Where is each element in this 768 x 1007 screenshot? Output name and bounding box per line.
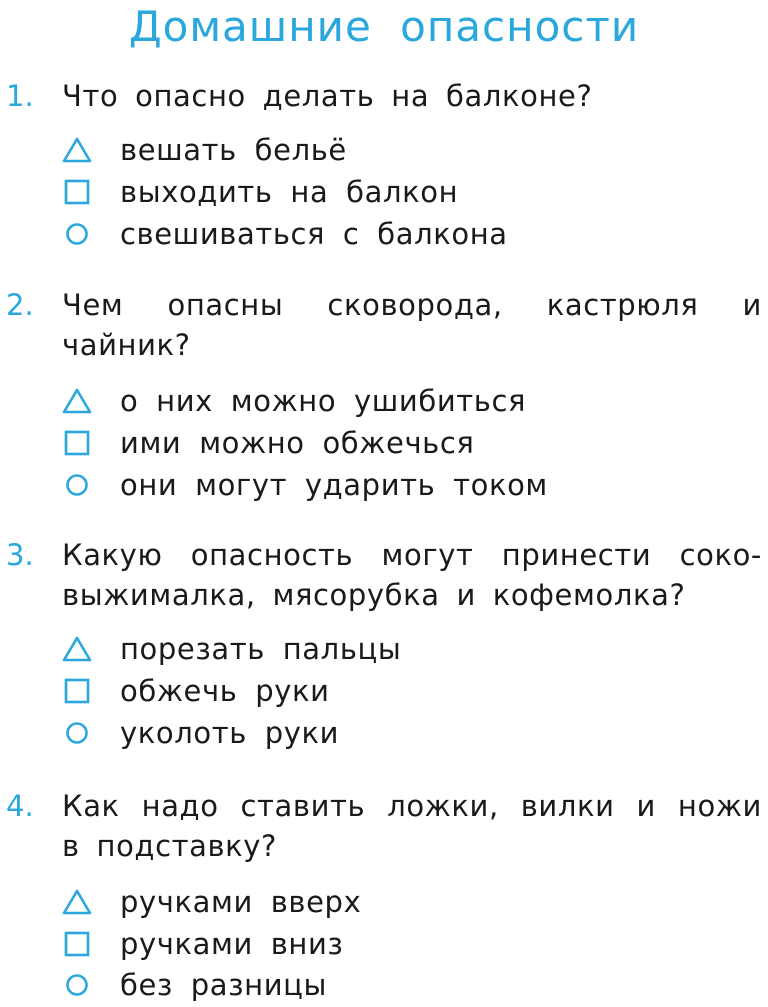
answer-option-square[interactable] (62, 670, 762, 712)
question-text: Какую опасность могут принести соко- (62, 538, 762, 572)
answer-option-circle[interactable] (62, 213, 762, 255)
answer-text: обжечь руки (120, 674, 330, 708)
question-2 (0, 285, 768, 502)
square-icon (62, 179, 92, 205)
answer-option-circle[interactable] (62, 964, 762, 1006)
question-text-continued: выжималка, мясорубка и кофемолка? (62, 578, 686, 612)
question-number: 3. (6, 538, 34, 572)
answer-text: без разницы (120, 968, 328, 1002)
question-text: Чем опасны сковорода, кастрюля и (62, 288, 762, 322)
answer-option-circle[interactable] (62, 464, 762, 506)
square-icon (62, 678, 92, 704)
answer-text: уколоть руки (120, 716, 340, 750)
answer-text: выходить на балкон (120, 175, 459, 209)
square-icon (62, 430, 92, 456)
answer-text: ими можно обжечься (120, 426, 475, 460)
answer-option-triangle[interactable] (62, 881, 762, 923)
circle-icon (62, 221, 92, 247)
answer-option-square[interactable] (62, 422, 762, 464)
triangle-icon (62, 388, 92, 414)
circle-icon (62, 972, 92, 998)
triangle-icon (62, 889, 92, 915)
answer-text: вешать бельё (120, 133, 347, 167)
question-4 (0, 786, 768, 1002)
triangle-icon (62, 636, 92, 662)
question-text: Как надо ставить ложки, вилки и ножи (62, 789, 762, 823)
page-title: Домашние опасности (128, 2, 640, 51)
question-text-continued: в подставку? (62, 829, 278, 863)
question-number: 2. (6, 288, 34, 322)
triangle-icon (62, 137, 92, 163)
answer-text: ручками вниз (120, 927, 344, 961)
answer-option-triangle[interactable] (62, 628, 762, 670)
answer-text: порезать пальцы (120, 632, 402, 666)
answer-text: ручками вверх (120, 885, 362, 919)
answer-option-square[interactable] (62, 923, 762, 965)
answer-text: они могут ударить током (120, 468, 548, 502)
question-3 (0, 535, 768, 750)
answer-option-square[interactable] (62, 171, 762, 213)
question-1 (0, 76, 768, 251)
question-number: 1. (6, 79, 34, 113)
question-number: 4. (6, 789, 34, 823)
answer-text: свешиваться с балкона (120, 217, 508, 251)
answer-option-triangle[interactable] (62, 380, 762, 422)
square-icon (62, 931, 92, 957)
circle-icon (62, 472, 92, 498)
answer-option-circle[interactable] (62, 712, 762, 754)
answer-text: о них можно ушибиться (120, 384, 527, 418)
answer-option-triangle[interactable] (62, 129, 762, 171)
question-text: Что опасно делать на балконе? (62, 79, 593, 113)
circle-icon (62, 720, 92, 746)
question-text-continued: чайник? (62, 328, 191, 362)
